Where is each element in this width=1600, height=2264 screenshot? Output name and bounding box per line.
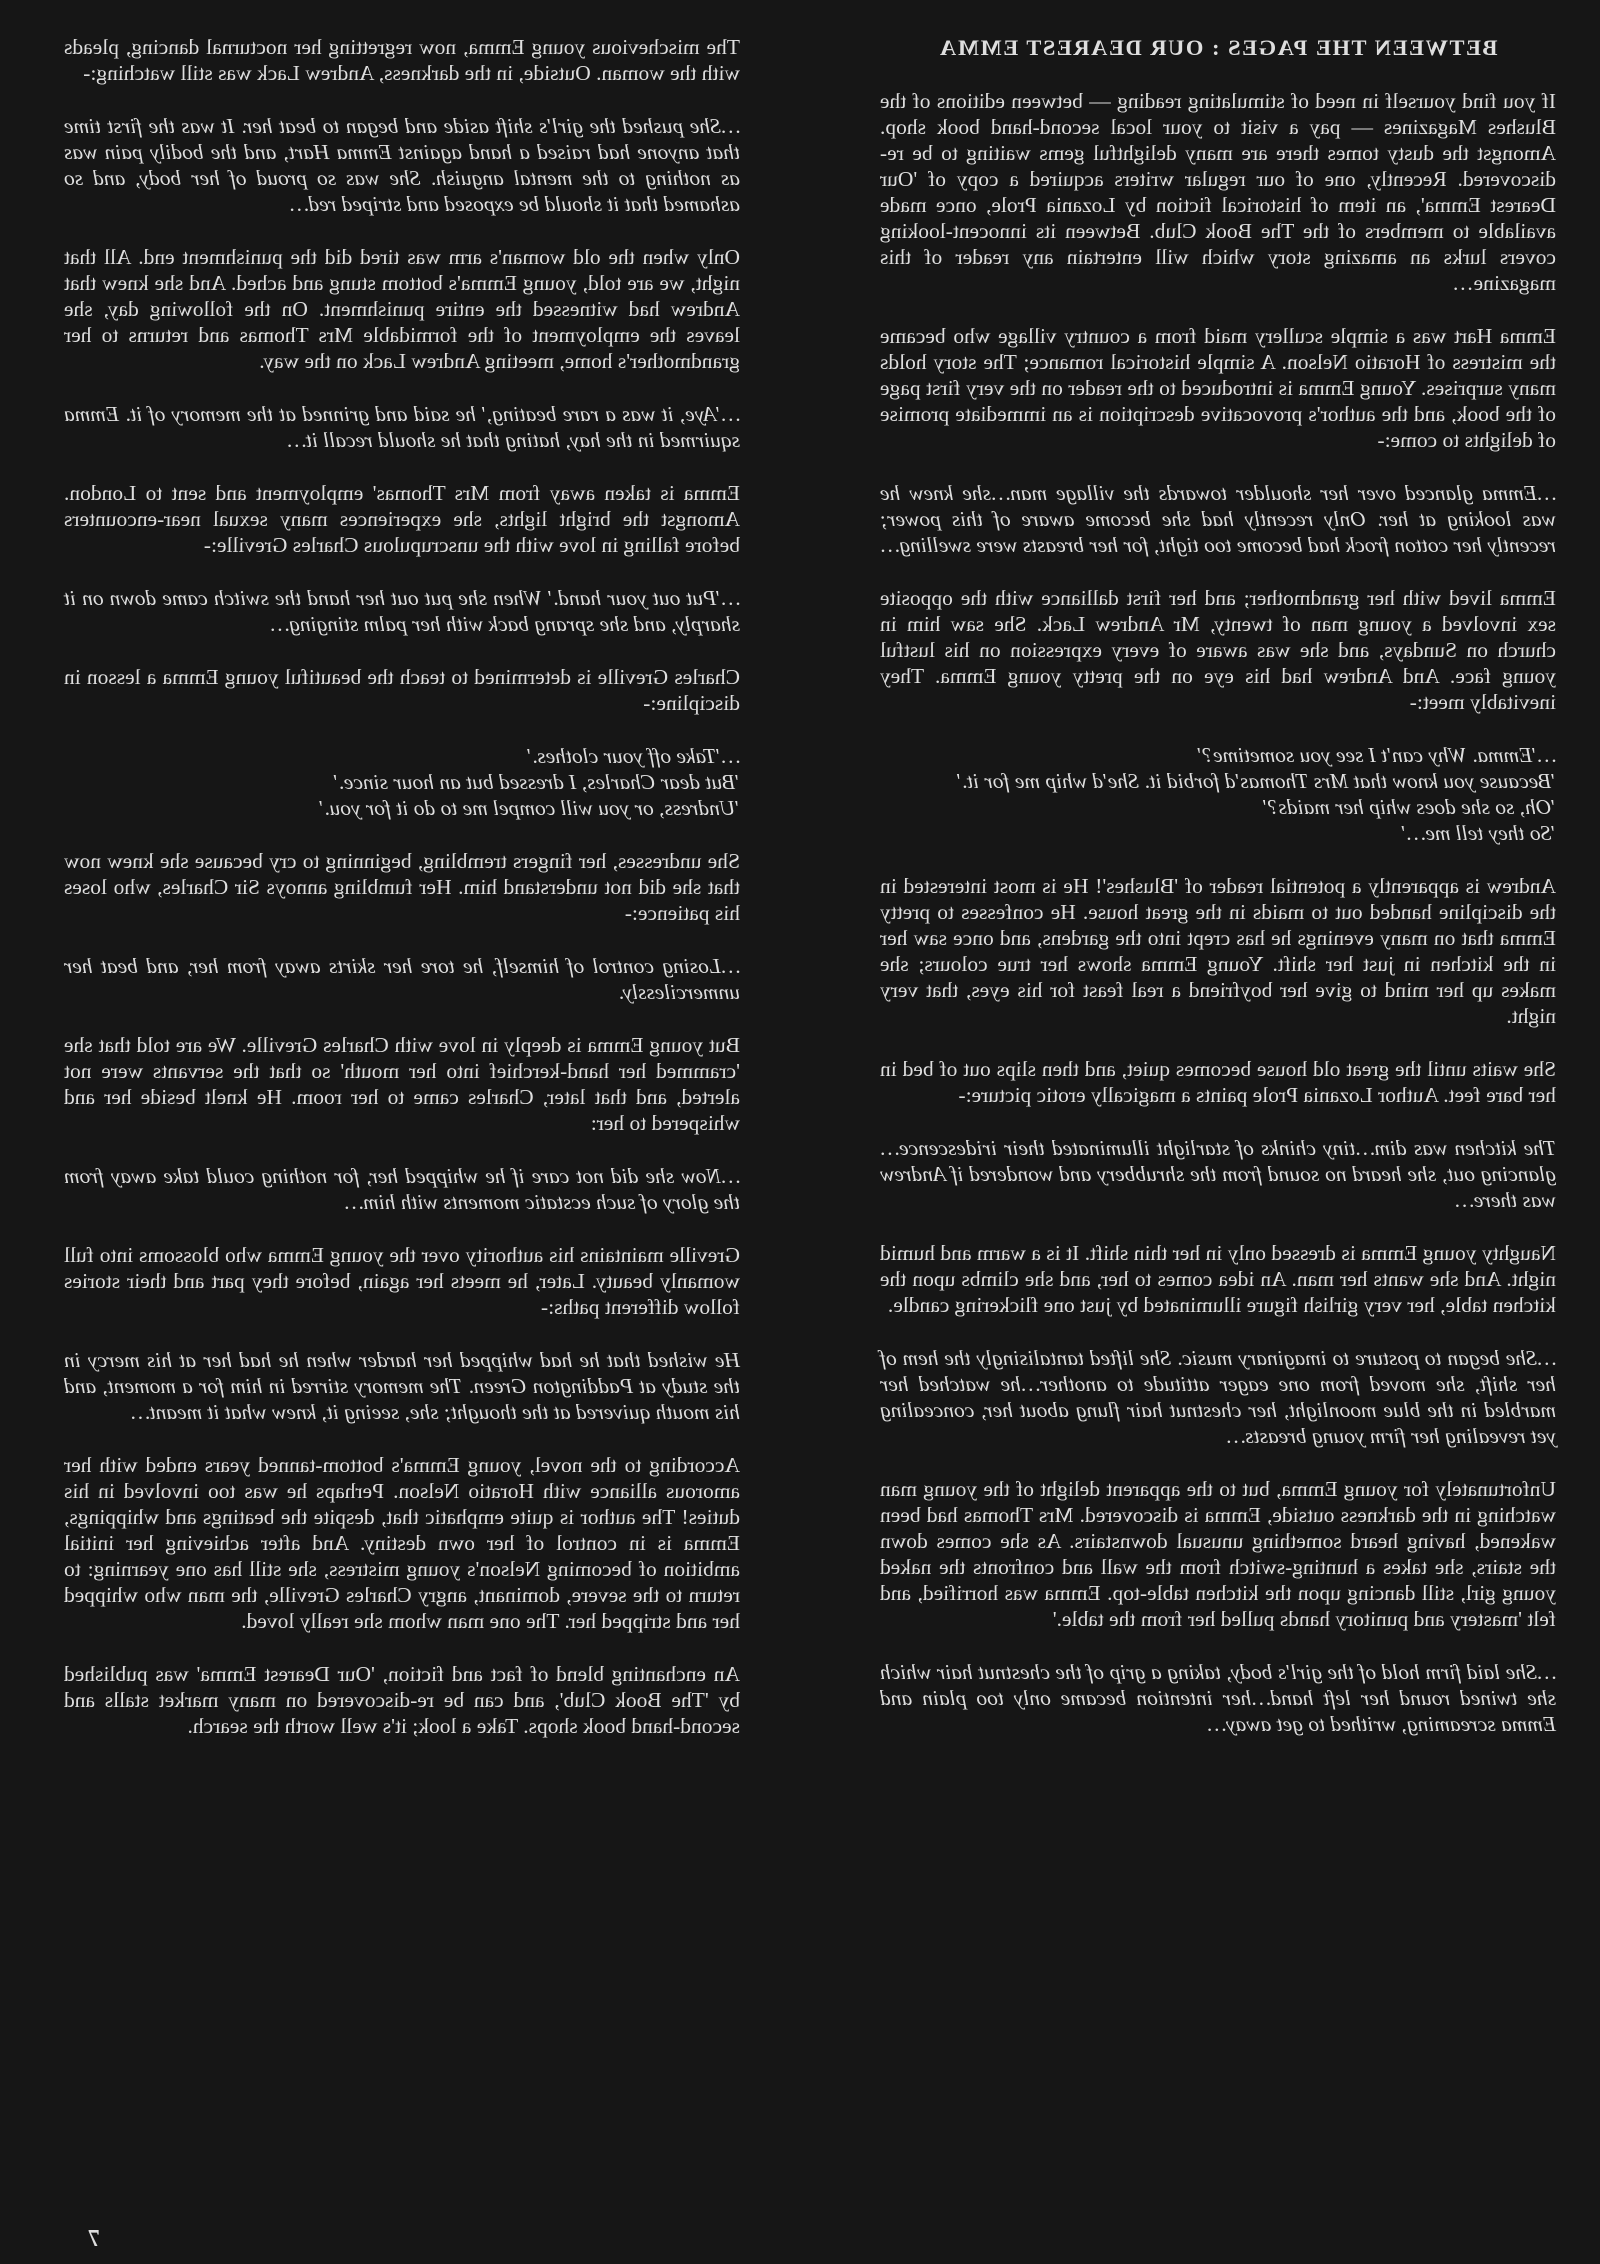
dialogue-line: 'But dear Charles, I dressed but an hour since.' xyxy=(333,770,740,794)
paragraph: Charles Greville is determined to teach the beautiful young Emma a lesson in discipline:- xyxy=(64,665,740,715)
paragraph: She waits until the great old house becomes quiet, and then slips out of bed in her bare feet. Author Lozania Prole paints a magically erotic picture:- xyxy=(880,1057,1556,1107)
paragraph: According to the novel, young Emma's bottom-tanned years ended with her amorous alliance with Horatio Nelson. Perhaps he was too involved in his duties! The author is quite emphatic that, despite the beatings and whippings, Emma is in control of her own destiny. And after achieving her initial ambition of becoming Nelson's young mistress, she still has one yearning: to return to the severe, dominant, angry Charles Greville, the man who whipped her and stripped her. The one man whom she really loved. xyxy=(64,1453,740,1633)
excerpt: …Losing control of himself, he tore her skirts away from her, and beat her unmercilessly. xyxy=(64,954,740,1004)
excerpt: …She began to posture to imaginary music. She lifted tantalisingly the hem of her shift, she moved from one eager attitude to another…he watched her marbled in the blue moonlight, her chestnut hair flung about her, concealing yet revealing her firm young breasts… xyxy=(880,1346,1556,1448)
dialogue-line: …'Emma. Why can't I see you sometime?' xyxy=(1197,743,1556,767)
dialogue-line: …'Take off your clothes.' xyxy=(527,744,740,768)
excerpt: …'Put out your hand.' When she put out her hand the switch came down on it sharply, and she sprang back with her palm stinging… xyxy=(64,586,740,636)
excerpt: …'Aye, it was a rare beating,' he said and grinned at the memory of it. Emma squirmed in the hay, hating that he should recall it… xyxy=(64,402,740,452)
excerpt: …Emma glanced over her shoulder towards the village man…she knew he was looking at her. Only recently had she become aware of this power; recently her cotton frock had become too tight, for her breasts were swelling… xyxy=(880,481,1556,557)
dialogue-line: 'Because you know that Mrs Thomas'd forbid it. She'd whip me for it.' xyxy=(957,769,1556,793)
dialogue-excerpt xyxy=(880,742,1556,846)
paragraph: Unfortunately for young Emma, but to the apparent delight of the young man watching in the darkness outside, Emma is discovered. Mrs Thomas had been wakened, having heard something unusual downstairs. As she comes down the stairs, she takes a hunting-switch from the wall and confronts the naked young girl, still dancing upon the kitchen table-top. Emma was horrified, and felt 'mastery and punitory hands pulled her from the table.' xyxy=(880,1477,1556,1631)
paragraph: An enchanting blend of fact and fiction, 'Our Dearest Emma' was published by 'The Book Club', and can be re-discovered on many market stalls and second-hand book shops. Take a look; it's well worth the search. xyxy=(64,1662,740,1738)
article-heading: BETWEEN THE PAGES : OUR DEAREST EMMA xyxy=(938,35,1498,60)
paragraph: Naughty young Emma is dressed only in her thin shift. It is a warm and humid night. And she wants her man. An idea comes to her, and she climbs upon the kitchen table, her very girlish figure illuminated by just one flickering candle. xyxy=(880,1241,1556,1317)
paragraph: But young Emma is deeply in love with Charles Greville. We are told that she 'crammed her hand-kerchief into her mouth' so that the servants were not alerted, and that later, Charles came to her room. He knelt beside her and whispered to her: xyxy=(64,1033,740,1135)
paragraph: The mischevious young Emma, now regretting her nocturnal dancing, pleads with the woman. Outside, in the darkness, Andrew Lack was still watching:- xyxy=(64,35,740,85)
column-two xyxy=(64,34,740,1739)
dialogue-excerpt xyxy=(64,743,740,821)
dialogue-line: 'Undress, or you will compel me to do it for you.' xyxy=(319,796,740,820)
excerpt: The kitchen was dim…tiny chinks of starlight illuminated their iridescence…glancing out, she heard no sound from the shrubbery and wondered if Andrew was there… xyxy=(880,1136,1556,1212)
excerpt: …She laid firm hold of the girl's body, taking a grip of the chestnut hair which she twined round her left hand…her intention became only too plain and Emma screaming, writhed to get away… xyxy=(880,1660,1556,1736)
paragraph: If you find yourself in need of stimulating reading — between editions of the Blushes Magazines — pay a visit to your local second-hand book shop. Amongst the dusty tomes there are many delightful gems waiting to be re-discovered. Recently, one of our regular writers acquired a copy of 'Our Dearest Emma', an item of historical fiction by Lozania Prole, once made available to members of the The Book Club. Between its innocent-looking covers lurks an amazing story which will entertain any reader of this magazine… xyxy=(880,89,1556,295)
page-number: 7 xyxy=(88,2226,100,2252)
paragraph: Emma lived with her grandmother; and her first dalliance with the opposite sex involved a young man of twenty, Mr Andrew Lack. She saw him in church on Sundays, and she was aware of every expression on his lustful young face. And Andrew had his eye on the pretty young Emma. They inevitably meet:- xyxy=(880,586,1556,714)
paragraph: Andrew is apparently a potential reader of 'Blushes'! He is most interested in the discipline handed out to maids in the great house. He confesses to pretty Emma that on many evenings he has crept into the gardens, and once saw her in the kitchen in just her shift. Young Emma shows her true colours; she makes up her mind to give her boyfriend a real feast for his eyes, that very night. xyxy=(880,874,1556,1028)
excerpt: …Now she did not care if he whipped her, for nothing could take away from the glory of such ecstatic moments with him… xyxy=(64,1164,740,1214)
dialogue-line: 'So they tell me…' xyxy=(1401,821,1556,845)
excerpt: He wished that he had whipped her harder when he had her at his mercy in the study at Paddington Green. The memory stirred in him for a moment, and his mouth quivered at the thought; she, seeing it, knew what it meant… xyxy=(64,1348,740,1424)
column-one xyxy=(880,34,1556,1737)
paragraph: Emma is taken away from Mrs Thomas' employment and sent to London. Amongst the bright lights, she experiences many sexual near-encounters before falling in love with the unscrupulous Charles Greville:- xyxy=(64,481,740,557)
paragraph: Greville maintains his authority over the young Emma who blossoms into full womanly beauty. Later, he meets her again, before they part and their stories follow different paths:- xyxy=(64,1243,740,1319)
dialogue-line: 'Oh, so she does whip her maids?' xyxy=(1263,795,1556,819)
paragraph: Emma Hart was a simple scullery maid from a country village who became the mistress of Horatio Nelson. A simple historical romance; The story holds many surprises. Young Emma is introduced to the reader on the very first page of the book, and the author's provocative description is an immediate promise of delights to come:- xyxy=(880,324,1556,452)
paragraph: She undresses, her fingers trembling, beginning to cry because she knew now that she did not understand him. Her fumbling annoys Sir Charles, who loses his patience:- xyxy=(64,849,740,925)
excerpt: …She pushed the girl's shift aside and began to beat her. It was the first time that anyone had raised a hand against Emma Hart, and the bodily pain was as nothing to the mental anguish. She was so proud of her body, and so ashamed that it should be exposed and striped red… xyxy=(64,114,740,216)
paragraph: Only when the old woman's arm was tired did the punishment end. All that night, we are told, young Emma's bottom stung and ached. And she knew that Andrew had witnessed the entire punishment. On the following day, she leaves the employment of the formidable Mrs Thomas and returns to her grandmother's home, meeting Andrew Lack on the way. xyxy=(64,245,740,373)
